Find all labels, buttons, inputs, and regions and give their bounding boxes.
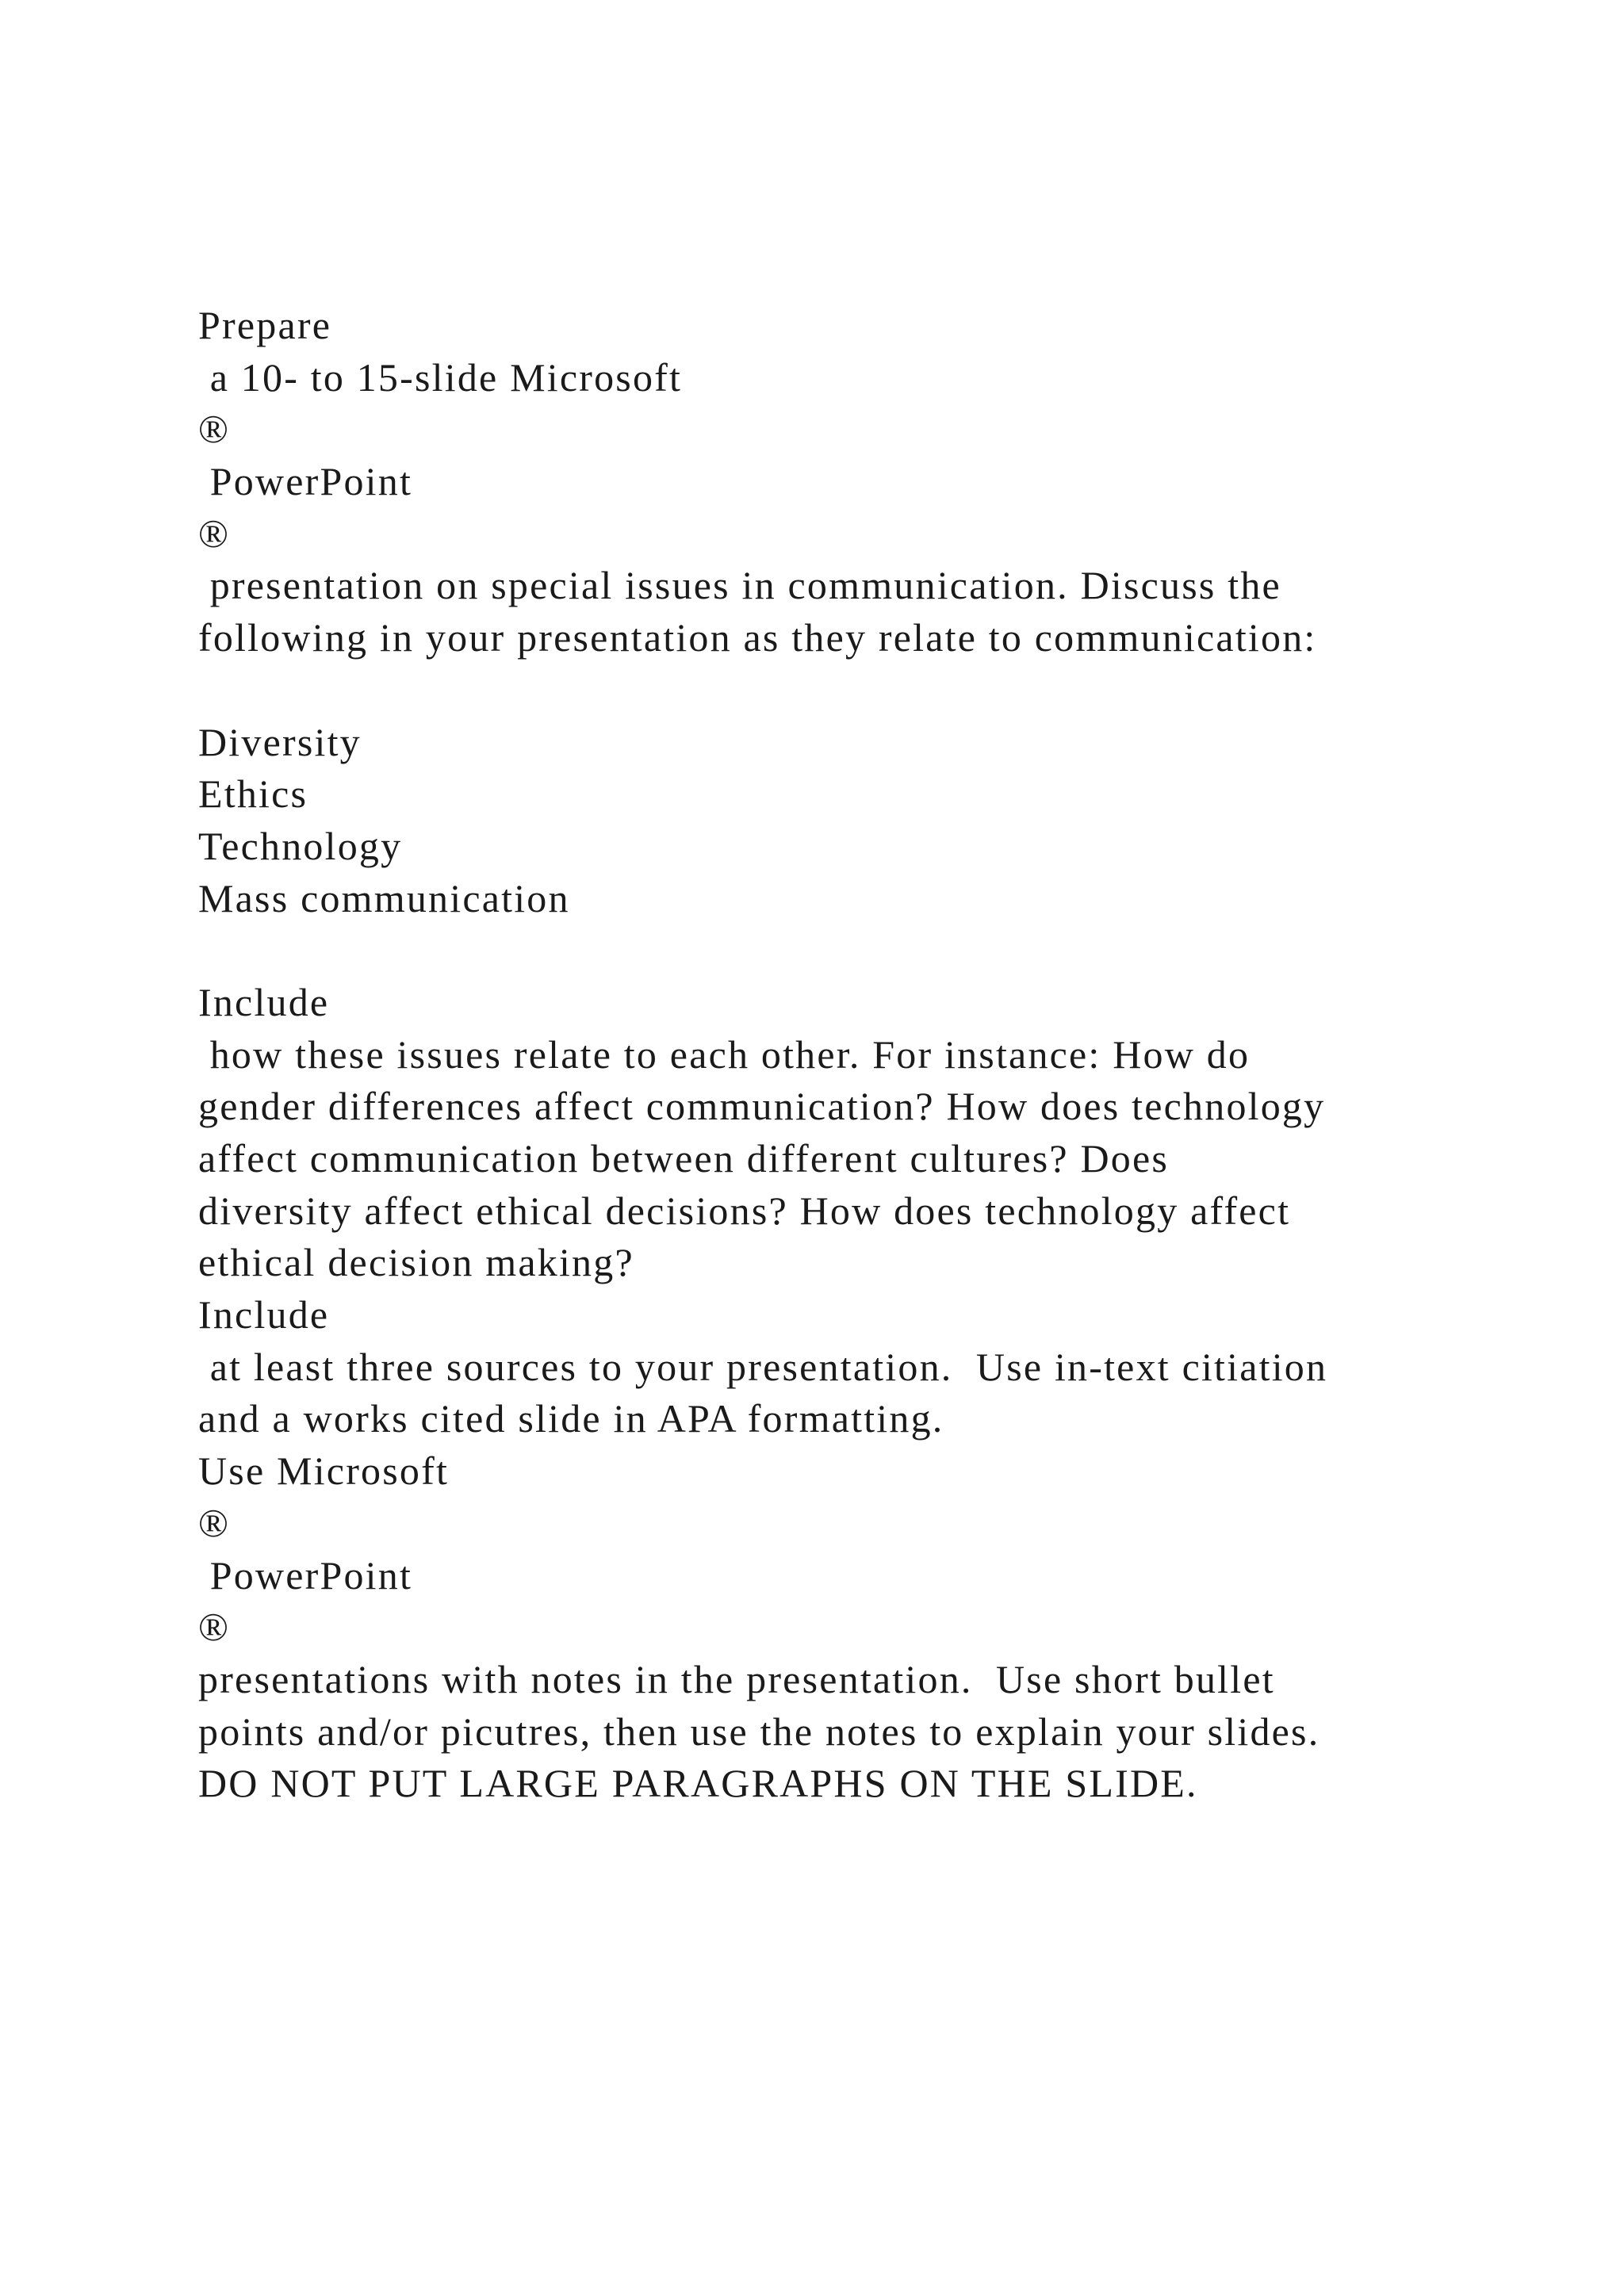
registered-mark: ® [198,1605,231,1650]
text-line: presentations with notes in the presentation. Use short bullet [198,1656,1275,1701]
registered-mark: ® [198,1500,231,1545]
topic-item-ethics: Ethics [198,771,308,817]
registered-mark: ® [198,511,231,556]
text-line: and a works cited slide in APA formatting. [198,1396,944,1441]
text-line: points and/or picutres, then use the notes to explain your slides. [198,1709,1320,1754]
topic-item-mass-communication: Mass communication [198,875,570,920]
text-line: affect communication between different cultures? Does [198,1136,1170,1181]
text-line: diversity affect ethical decisions? How does technology affect [198,1188,1291,1233]
text-line: PowerPoint [198,459,413,504]
text-line: DO NOT PUT LARGE PARAGRAPHS ON THE SLIDE. [198,1761,1198,1806]
topic-item-diversity: Diversity [198,719,362,764]
text-line: presentation on special issues in communication. Discuss the [198,563,1281,608]
text-line: following in your presentation as they relate to communication: [198,615,1317,660]
document-body [198,300,1507,1810]
text-line: ethical decision making? [198,1240,634,1285]
topic-item-technology: Technology [198,823,403,868]
text-line: gender differences affect communication? How does technology [198,1084,1326,1129]
text-line: Include [198,979,330,1024]
blank-line [198,664,1507,717]
text-line: at least three sources to your presentation. Use in-text citiation [198,1344,1328,1389]
text-line: PowerPoint [198,1552,413,1598]
blank-line [198,924,1507,977]
text-line: a 10- to 15-slide Microsoft [198,354,683,400]
text-line: Prepare [198,303,332,347]
text-line: how these issues relate to each other. For instance: How do [198,1031,1251,1077]
text-line: Use Microsoft [198,1448,450,1494]
registered-mark: ® [198,407,231,452]
text-line: Include [198,1292,330,1337]
